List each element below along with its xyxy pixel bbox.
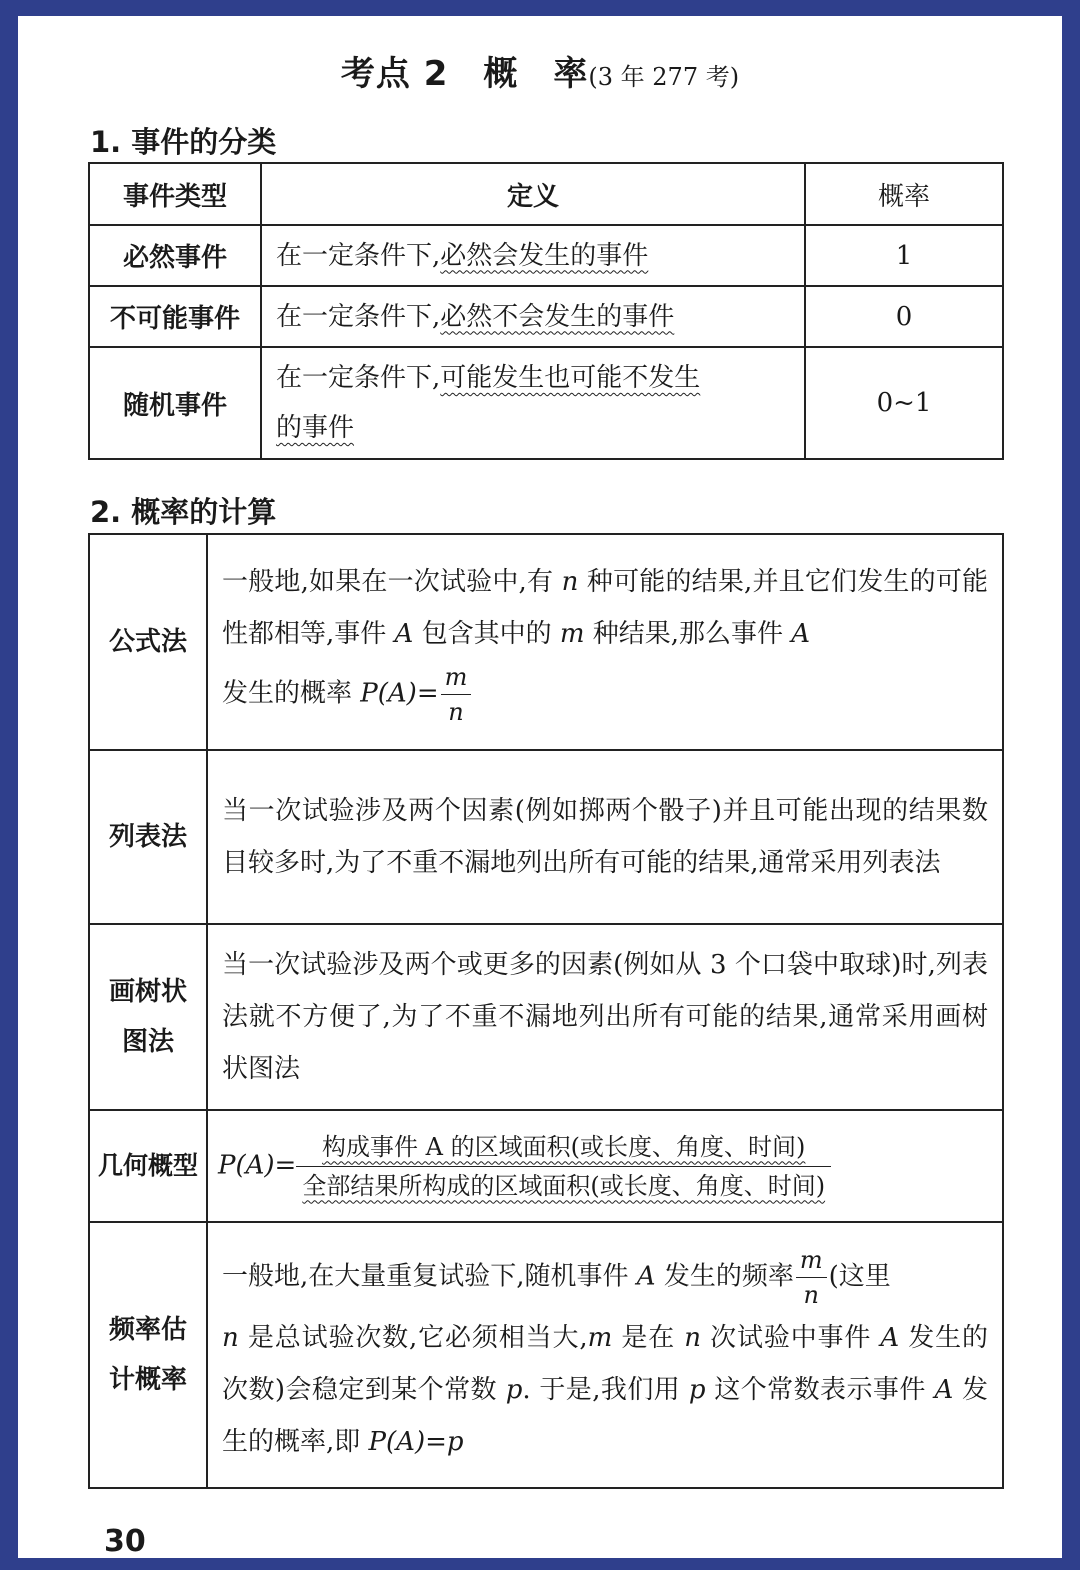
method-cell: [89, 924, 207, 1110]
definition-text: 在一定条件下,: [276, 240, 441, 271]
probability-calculation-table: [88, 533, 1004, 1489]
math-var: A: [636, 1261, 656, 1291]
fraction: [796, 1243, 827, 1312]
math-var: m: [587, 1322, 613, 1353]
desc-text: 是总试验次数,它必须相当大,: [238, 1322, 588, 1353]
method-cell: [89, 1222, 207, 1488]
desc-text: 次试验中事件: [700, 1322, 881, 1353]
probability-formula: P(A)=p: [368, 1426, 464, 1457]
probability-cell: 0~1: [805, 347, 1003, 459]
definition-emphasis-continued: 的事件: [276, 413, 355, 443]
fraction-numerator: 构成事件 A 的区域面积(或长度、角度、时间): [296, 1128, 831, 1167]
desc-text: 包含其中的: [413, 618, 560, 649]
document-page: [18, 16, 1062, 1558]
method-cell: 几何概型: [89, 1110, 207, 1222]
header-event-type: 事件类型: [89, 163, 261, 225]
definition-text: 在一定条件下,: [276, 301, 441, 332]
math-var: p: [688, 1374, 706, 1405]
desc-text: 发生的概率,即: [222, 1374, 989, 1457]
fraction-denominator: n: [448, 697, 464, 726]
page-number: 30: [104, 1524, 146, 1558]
table-row: [89, 1110, 1003, 1222]
method-description: [207, 534, 1003, 750]
event-type-cell: 不可能事件: [89, 286, 261, 347]
method-cell: 列表法: [89, 750, 207, 924]
math-var: n: [222, 1322, 239, 1353]
desc-text: 是在: [612, 1322, 685, 1353]
definition-cell: [261, 286, 805, 347]
fraction-denominator: n: [803, 1280, 819, 1309]
desc-text: 一般地,如果在一次试验中,有: [222, 566, 562, 597]
math-var: m: [559, 618, 585, 649]
method-description: 当一次试验涉及两个因素(例如掷两个骰子)并且可能出现的结果数目较多时,为了不重不漏地列出所有可能的结果,通常采用列表法: [207, 750, 1003, 924]
fraction: [296, 1128, 831, 1205]
fraction-numerator: m: [441, 660, 472, 695]
method-cell: 公式法: [89, 534, 207, 750]
math-var: n: [684, 1322, 701, 1353]
event-type-cell: 随机事件: [89, 347, 261, 459]
desc-text: . 于是,我们用: [522, 1374, 689, 1405]
header-definition: 定义: [261, 163, 805, 225]
method-label-line: 图法: [121, 1027, 174, 1057]
table-row: [89, 750, 1003, 924]
desc-text: 一般地,在大量重复试验下,随机事件: [222, 1261, 637, 1291]
method-description: 当一次试验涉及两个或更多的因素(例如从 3 个口袋中取球)时,列表法就不方便了,为了不重不漏地列出所有可能的结果,通常采用画树状图法: [207, 924, 1003, 1110]
fraction: [441, 660, 472, 729]
probability-cell: 0: [805, 286, 1003, 347]
table-row: [89, 534, 1003, 750]
table-row: [89, 1222, 1003, 1488]
table-row: [89, 347, 1003, 459]
desc-text: 发生的次数)会稳定到某个常数: [222, 1322, 989, 1405]
event-classification-table: [88, 162, 1004, 460]
title-main: 考点 2 概 率: [340, 54, 589, 94]
definition-emphasis: 可能发生也可能不发生: [440, 363, 701, 393]
table-row: [89, 225, 1003, 286]
definition-cell: [261, 347, 805, 459]
definition-cell: [261, 225, 805, 286]
probability-formula: P(A)=: [360, 678, 439, 708]
header-probability: 概率: [805, 163, 1003, 225]
method-label-line: 频率估: [108, 1315, 187, 1345]
math-var: A: [394, 618, 414, 649]
title-subtitle: (3 年 277 考): [588, 63, 740, 91]
definition-emphasis: 必然不会发生的事件: [440, 301, 675, 332]
method-label-line: 计概率: [108, 1365, 187, 1395]
table-row: [89, 924, 1003, 1110]
desc-text: (这里: [828, 1261, 891, 1291]
probability-formula: P(A)=: [218, 1150, 297, 1180]
math-var: n: [561, 566, 579, 597]
desc-text: 种结果,那么事件: [584, 618, 792, 649]
math-var: A: [880, 1322, 900, 1353]
math-var: A: [791, 618, 811, 649]
math-var: p: [505, 1374, 523, 1405]
method-label-line: 画树状: [108, 977, 187, 1007]
fraction-denominator: 全部结果所构成的区域面积(或长度、角度、时间): [302, 1171, 826, 1200]
table-header-row: [89, 163, 1003, 225]
desc-text: 发生的概率: [222, 678, 361, 708]
method-description: [207, 1222, 1003, 1488]
desc-text: 这个常数表示事件: [705, 1374, 935, 1405]
method-description: [207, 1110, 1003, 1222]
definition-text: 在一定条件下,: [276, 363, 441, 393]
probability-cell: 1: [805, 225, 1003, 286]
event-type-cell: 必然事件: [89, 225, 261, 286]
section-heading-1: 1. 事件的分类: [90, 125, 277, 159]
section-heading-2: 2. 概率的计算: [90, 495, 277, 529]
fraction-numerator: m: [796, 1243, 827, 1278]
desc-text: 发生的频率: [655, 1261, 794, 1291]
table-row: [89, 286, 1003, 347]
definition-emphasis: 必然会发生的事件: [440, 240, 649, 271]
page-title: [18, 46, 1062, 95]
desc-text: 种可能的结果,并且它们发生的可能性都相等,事件: [222, 566, 989, 649]
math-var: A: [934, 1374, 954, 1405]
